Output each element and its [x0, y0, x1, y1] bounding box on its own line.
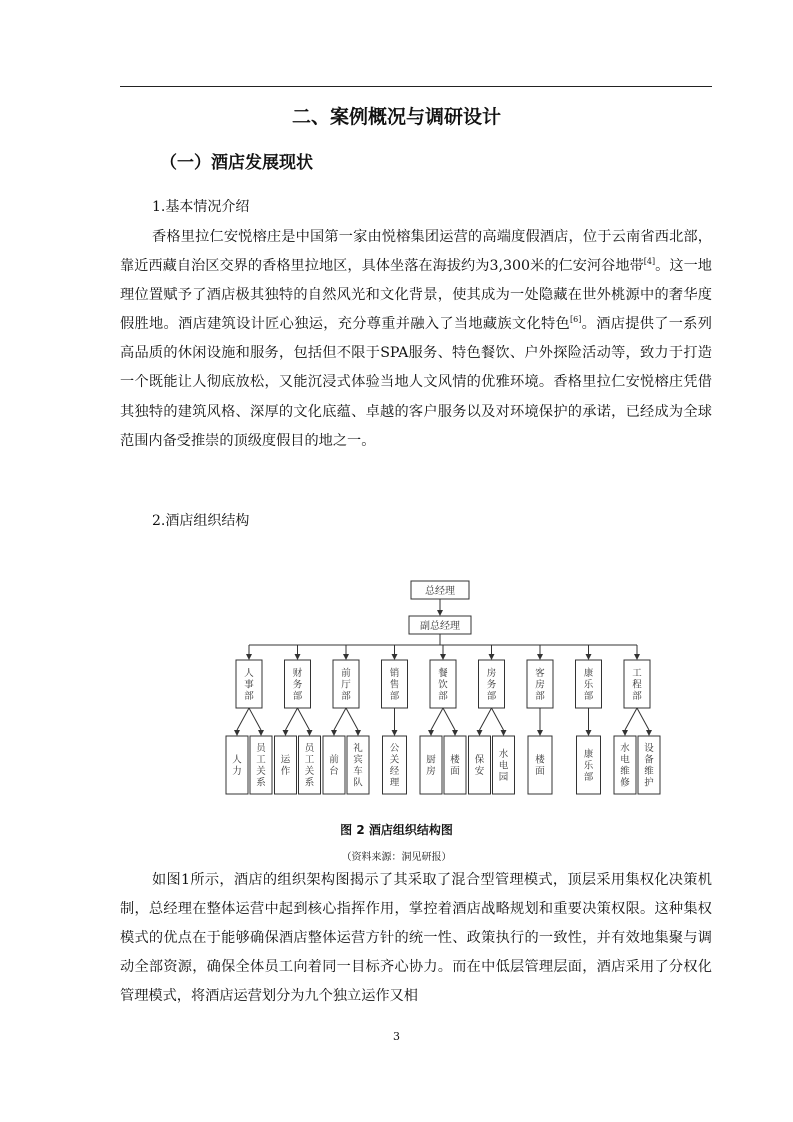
paragraph-basic-info [120, 223, 712, 456]
connector-line [480, 708, 492, 730]
connector-line [637, 708, 649, 730]
unit-label: 康 [583, 748, 594, 760]
unit-label: 员 [256, 743, 266, 755]
unit-label: 台 [329, 766, 339, 778]
arrow-head [246, 654, 252, 660]
connector-line [298, 708, 310, 730]
dept-label: 财 [292, 667, 303, 679]
unit-label: 系 [304, 777, 315, 789]
arrow-head [586, 730, 592, 736]
arrow-head [392, 730, 398, 736]
arrow-head [331, 730, 337, 736]
dept-label: 部 [292, 690, 303, 702]
unit-label: 厨 [426, 754, 436, 766]
arrow-head [295, 654, 301, 660]
unit-label: 关 [256, 766, 266, 778]
unit-label: 楼 [450, 754, 460, 766]
header-rule [120, 86, 712, 87]
dept-label: 程 [632, 679, 642, 691]
unit-label: 车 [353, 766, 363, 778]
arrow-head [537, 654, 543, 660]
unit-label: 运 [280, 754, 291, 766]
paragraph-text: 香格里拉仁安悦榕庄是中国第一家由悦榕集团运营的高端度假酒店，位于云南省西北部，靠近西藏自治区交界的香格里拉地区，具体坐落在海拔约为3,300米的仁安河谷地带 [120, 229, 712, 275]
unit-label: 安 [474, 766, 485, 778]
arrow-head [428, 730, 434, 736]
figure-caption: 图 2 酒店组织结构图 [340, 823, 453, 837]
unit-label: 系 [256, 777, 266, 789]
unit-label: 公 [389, 743, 400, 755]
dept-label: 房 [486, 667, 497, 679]
dept-label: 部 [341, 690, 351, 702]
dept-label: 部 [632, 690, 642, 702]
citation-ref[interactable]: [6] [570, 315, 582, 325]
org-second-label: 副总经理 [420, 621, 460, 632]
arrow-head [646, 730, 652, 736]
dept-label: 饮 [438, 679, 448, 691]
connector-line [346, 708, 358, 730]
unit-label: 人 [232, 754, 242, 766]
dept-label: 事 [244, 679, 254, 691]
unit-label: 水 [498, 748, 509, 760]
unit-label: 修 [620, 777, 630, 789]
arrow-head [501, 730, 507, 736]
paragraph-text: 。酒店提供了一系列高品质的休闲设施和服务，包括但不限于SPA服务、特色餐饮、户外探险活动等，致力于打造一个既能让人彻底放松，又能沉浸式体验当地人文风情的优雅环境。香格里拉仁安悦榕庄凭借其独特的建筑风格、深厚的文化底蕴、卓越的客户服务以及对环境保护的承诺，已经成为全球范围内备受推崇的顶级度假目的地之一。 [120, 316, 712, 449]
unit-label: 维 [644, 766, 654, 778]
arrow-head [477, 730, 483, 736]
dept-label: 部 [244, 690, 254, 702]
unit-label: 员 [304, 743, 315, 755]
unit-label: 水 [620, 743, 630, 755]
arrow-head [537, 730, 543, 736]
heading-basic-info: 1.基本情况介绍 [152, 199, 250, 215]
dept-label: 部 [438, 690, 448, 702]
arrow-head [355, 730, 361, 736]
paragraph-text: 。这一地理位置赋予了酒店极其独特的自然风光和文化背景，使其成为一处隐藏在世外桃源中的奢华度假胜地。酒店建筑设计匠心独运，充分尊重并融入了当地藏族文化特色 [120, 258, 712, 333]
unit-label: 力 [232, 766, 242, 778]
unit-label: 维 [620, 766, 630, 778]
unit-label: 关 [389, 754, 400, 766]
dept-label: 销 [389, 667, 400, 679]
connector-line [625, 708, 637, 730]
unit-label: 经 [389, 766, 400, 778]
connector-line [249, 708, 261, 730]
page-number: 3 [393, 1030, 400, 1043]
dept-label: 厅 [341, 679, 351, 691]
dept-label: 务 [486, 679, 497, 691]
dept-label: 人 [244, 667, 254, 679]
unit-label: 前 [329, 754, 339, 766]
subsection-title: （一）酒店发展现状 [160, 153, 313, 173]
unit-label: 宾 [353, 754, 363, 766]
dept-label: 客 [535, 667, 545, 679]
connector-line [286, 708, 298, 730]
unit-label: 乐 [583, 760, 594, 772]
dept-label: 餐 [438, 667, 448, 679]
arrow-head [307, 730, 313, 736]
unit-label: 园 [498, 771, 509, 783]
citation-ref[interactable]: [4] [643, 257, 656, 267]
unit-label: 礼 [353, 743, 363, 755]
dept-label: 部 [486, 690, 497, 702]
unit-label: 工 [304, 754, 315, 766]
paragraph-analysis: 如图1所示，酒店的组织架构图揭示了其采取了混合型管理模式，顶层采用集权化决策机制，总经理在整体运营中起到核心指挥作用，掌控着酒店战略规划和重要决策权限。这种集权模式的优点在于能够确保酒店整体运营方针的统一性、政策执行的一致性，并有效地集聚与调动全部资源，确保全体员工向着同一目标齐心协力。而在中低层管理层面，酒店采用了分权化管理模式，将酒店运营划分为九个独立运作又相 [120, 872, 712, 1005]
arrow-head [392, 654, 398, 660]
unit-label: 面 [535, 766, 545, 778]
dept-label: 部 [535, 690, 545, 702]
arrow-head [437, 610, 443, 616]
heading-org-structure: 2.酒店组织结构 [152, 513, 250, 529]
unit-label: 设 [644, 743, 654, 755]
unit-label: 关 [304, 766, 315, 778]
connector-line [492, 708, 504, 730]
connector-line [431, 708, 443, 730]
unit-label: 工 [256, 754, 266, 766]
arrow-head [440, 654, 446, 660]
arrow-head [634, 654, 640, 660]
arrow-head [489, 654, 495, 660]
arrow-head [452, 730, 458, 736]
unit-label: 电 [498, 760, 509, 772]
section-title: 二、案例概况与调研设计 [291, 106, 501, 128]
unit-label: 部 [583, 771, 594, 783]
org-top-label: 总经理 [425, 586, 455, 597]
dept-label: 房 [535, 679, 545, 691]
dept-label: 售 [389, 679, 400, 691]
org-chart [200, 570, 680, 810]
connector-line [443, 708, 455, 730]
unit-label: 备 [644, 754, 654, 766]
unit-label: 面 [450, 766, 460, 778]
unit-label: 护 [644, 777, 654, 789]
unit-label: 理 [389, 777, 400, 789]
dept-label: 康 [583, 667, 594, 679]
unit-label: 作 [280, 766, 291, 778]
figure-source: （资料来源：洞见研报） [341, 852, 452, 863]
dept-label: 务 [292, 679, 303, 691]
arrow-head [283, 730, 289, 736]
arrow-head [258, 730, 264, 736]
connector-line [237, 708, 249, 730]
arrow-head [586, 654, 592, 660]
unit-label: 楼 [535, 754, 545, 766]
unit-label: 队 [353, 777, 363, 789]
arrow-head [234, 730, 240, 736]
dept-label: 前 [341, 667, 351, 679]
unit-label: 电 [620, 754, 630, 766]
arrow-head [343, 654, 349, 660]
unit-label: 房 [426, 766, 436, 778]
dept-label: 工 [632, 667, 642, 679]
arrow-head [622, 730, 628, 736]
connector-line [334, 708, 346, 730]
dept-label: 部 [583, 690, 594, 702]
dept-label: 部 [389, 690, 400, 702]
unit-label: 保 [474, 754, 485, 766]
dept-label: 乐 [583, 679, 594, 691]
